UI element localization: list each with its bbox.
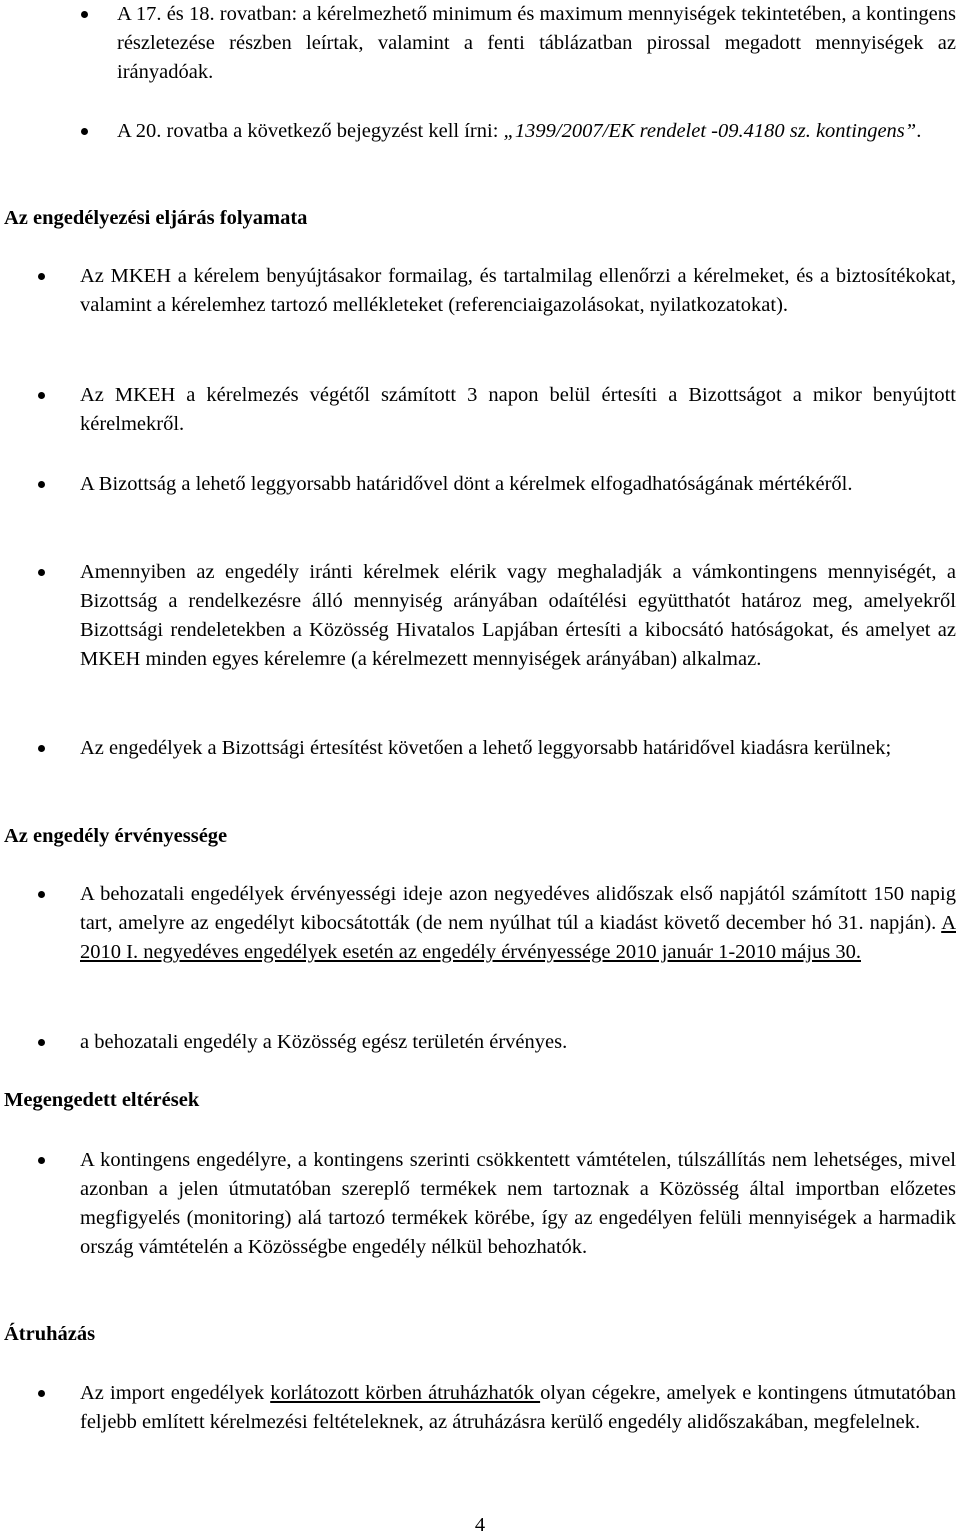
list-item: A 17. és 18. rovatban: a kérelmezhető minimum és maximum mennyiségek tekintetében, a kontingens részletezése részben leírtak, valamint a fenti táblázatban pirossal megadott mennyiségek az irányadóak. bbox=[117, 0, 956, 87]
bullet-icon bbox=[38, 1390, 45, 1397]
list-item: Amennyiben az engedély iránti kérelmek elérik vagy meghaladják a vámkontingens mennyiségét, a Bizottság a rendelkezésre álló mennyiség arányában odaítélési együtthatót határoz meg, amelyekről Bizottsági rendeletekben a Közösség Hivatalos Lapjában értesíti a kibocsátó hatóságokat, és amelyet az MKEH minden egyes kérelemre (a kérelmezett mennyiségek arányában) alkalmaz. bbox=[80, 558, 956, 674]
list-item: A Bizottság a lehető leggyorsabb határidővel dönt a kérelmek elfogadhatóságának mértékéről. bbox=[80, 470, 956, 499]
list-item: Az engedélyek a Bizottsági értesítést követően a lehető leggyorsabb határidővel kiadásra kerülnek; bbox=[80, 734, 956, 763]
section-heading: Átruházás bbox=[4, 1323, 96, 1345]
list-item: Az MKEH a kérelmezés végétől számított 3 napon belül értesíti a Bizottságot a mikor benyújtott kérelmekről. bbox=[80, 381, 956, 439]
section-heading: Megengedett eltérések bbox=[4, 1089, 200, 1111]
bullet-icon bbox=[38, 481, 45, 488]
bullet-icon bbox=[38, 1157, 45, 1164]
bullet-icon bbox=[38, 273, 45, 280]
list-item: A kontingens engedélyre, a kontingens szerinti csökkentett vámtételen, túlszállítás nem lehetséges, mivel azonban a jelen útmutatóban szereplő termékek nem tartoznak a Közösség által importban előzetes megfigyelés (monitoring) alá tartozó termékek körébe, így az engedélyen felüli mennyiségek a harmadik ország vámtételén a Közösségbe engedély nélkül behozhatók. bbox=[80, 1146, 956, 1262]
list-item: A 20. rovatba a következő bejegyzést kell írni: „1399/2007/EK rendelet -09.4180 sz. kontingens”. bbox=[117, 117, 956, 146]
list-item: Az import engedélyek korlátozott körben átruházhatók olyan cégekre, amelyek e kontingens útmutatóban feljebb említett kérelmezési feltételeknek, az átruházásra kerülő engedély alidőszakában, megfelelnek. bbox=[80, 1379, 956, 1437]
bullet-icon bbox=[38, 745, 45, 752]
bullet-icon bbox=[81, 11, 88, 18]
list-item: A behozatali engedélyek érvényességi ideje azon negyedéves alidőszak első napjától számított 150 napig tart, amelyre az engedélyt kibocsátották (de nem nyúlhat túl a kiadást követő december hó 31. napján). A 2010 I. negyedéves engedélyek esetén az engedély érvényessége 2010 január 1-2010 május 30. bbox=[80, 880, 956, 967]
bullet-icon bbox=[38, 392, 45, 399]
section-heading: Az engedélyezési eljárás folyamata bbox=[4, 207, 308, 229]
section-heading: Az engedély érvényessége bbox=[4, 825, 228, 847]
list-item: a behozatali engedély a Közösség egész területén érvényes. bbox=[80, 1028, 956, 1057]
list-item: Az MKEH a kérelem benyújtásakor formailag, és tartalmilag ellenőrzi a kérelmeket, és a biztosítékokat, valamint a kérelemhez tartozó mellékleteket (referenciaigazolásokat, nyilatkozatokat). bbox=[80, 262, 956, 320]
bullet-icon bbox=[81, 128, 88, 135]
bullet-icon bbox=[38, 569, 45, 576]
bullet-icon bbox=[38, 1039, 45, 1046]
bullet-icon bbox=[38, 891, 45, 898]
page-number: 4 bbox=[474, 1514, 486, 1536]
